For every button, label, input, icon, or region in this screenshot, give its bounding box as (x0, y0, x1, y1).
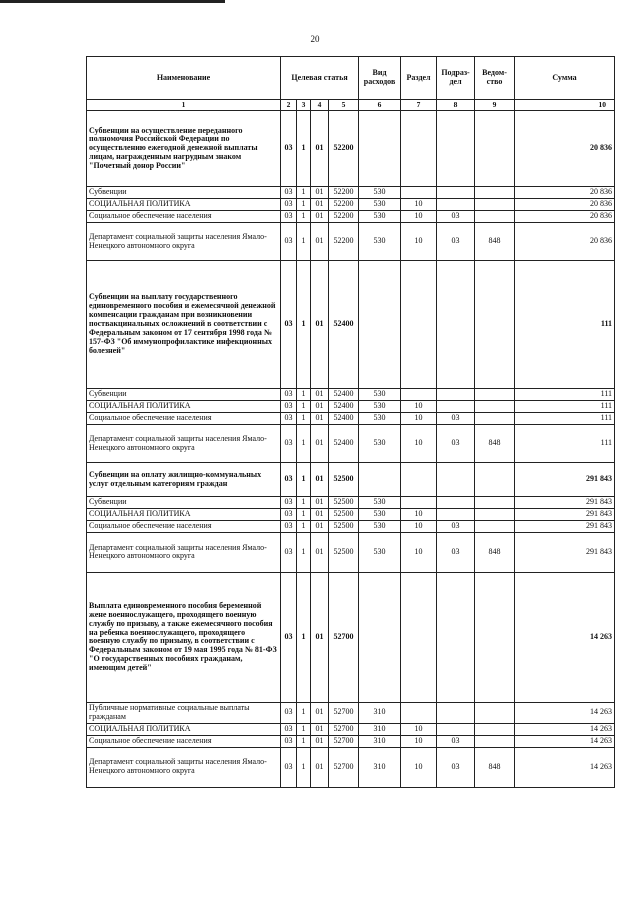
table-header-row (87, 57, 615, 100)
target-code-4: 52500 (329, 463, 359, 497)
row-name: Социальное обеспечение населения (87, 735, 281, 747)
department-code (475, 187, 515, 199)
target-code-1: 03 (281, 261, 297, 389)
target-code-4: 52200 (329, 199, 359, 211)
department-code (475, 401, 515, 413)
expense-type: 310 (359, 723, 401, 735)
target-code-2: 1 (297, 521, 311, 533)
department-code: 848 (475, 747, 515, 787)
subsection-code (437, 187, 475, 199)
subsection-code: 03 (437, 211, 475, 223)
target-code-2: 1 (297, 389, 311, 401)
subsection-code (437, 497, 475, 509)
target-code-1: 03 (281, 389, 297, 401)
target-code-3: 01 (311, 747, 329, 787)
expense-type (359, 261, 401, 389)
target-code-3: 01 (311, 532, 329, 572)
target-code-1: 03 (281, 463, 297, 497)
row-name: Субвенции на выплату государственного единовременного пособия и ежемесячной денежной компенсации гражданам при возникновении поствакцинальных осложнений в соответствии с Федеральным законом от 17 сентября 1998 года № 157-ФЗ "Об иммунопрофилактике инфекционных болезней" (87, 261, 281, 389)
top-rule (0, 0, 225, 3)
table-row (87, 211, 615, 223)
section-code (401, 187, 437, 199)
target-code-2: 1 (297, 211, 311, 223)
amount: 14 263 (515, 735, 615, 747)
target-code-1: 03 (281, 532, 297, 572)
target-code-2: 1 (297, 261, 311, 389)
target-code-4: 52400 (329, 261, 359, 389)
target-code-3: 01 (311, 497, 329, 509)
target-code-1: 03 (281, 211, 297, 223)
amount: 111 (515, 389, 615, 401)
amount: 20 836 (515, 187, 615, 199)
section-code: 10 (401, 509, 437, 521)
row-name: Департамент социальной защиты населения Ямало-Ненецкого автономного округа (87, 425, 281, 463)
subsection-code (437, 261, 475, 389)
section-code (401, 261, 437, 389)
column-number: 8 (437, 100, 475, 111)
target-code-4: 52200 (329, 211, 359, 223)
target-code-2: 1 (297, 723, 311, 735)
section-code (401, 572, 437, 702)
column-number: 5 (329, 100, 359, 111)
target-code-3: 01 (311, 723, 329, 735)
target-code-4: 52700 (329, 723, 359, 735)
row-name: Выплата единовременного пособия беременной жене военнослужащего, проходящего военную службу по призыву, а также ежемесячного пособия на ребенка военнослужащего, проходящего военную службу по призыву, в соответствии с Федеральным законом от 19 мая 1995 года № 81-ФЗ "О государственных пособиях гражданам, имеющим детей" (87, 572, 281, 702)
expense-type (359, 111, 401, 187)
department-code (475, 199, 515, 211)
row-name: Департамент социальной защиты населения Ямало-Ненецкого автономного округа (87, 747, 281, 787)
target-code-2: 1 (297, 413, 311, 425)
table-row (87, 532, 615, 572)
row-name: Департамент социальной защиты населения Ямало-Ненецкого автономного округа (87, 223, 281, 261)
target-code-3: 01 (311, 389, 329, 401)
section-code: 10 (401, 735, 437, 747)
target-code-4: 52400 (329, 401, 359, 413)
table-row (87, 413, 615, 425)
table-row (87, 389, 615, 401)
subsection-code: 03 (437, 521, 475, 533)
department-code (475, 211, 515, 223)
amount: 291 843 (515, 463, 615, 497)
subsection-code: 03 (437, 223, 475, 261)
target-code-1: 03 (281, 702, 297, 723)
table-row (87, 425, 615, 463)
target-code-3: 01 (311, 509, 329, 521)
target-code-2: 1 (297, 532, 311, 572)
row-name: Социальное обеспечение населения (87, 521, 281, 533)
department-code: 848 (475, 223, 515, 261)
subsection-code (437, 702, 475, 723)
target-code-3: 01 (311, 521, 329, 533)
table-row (87, 735, 615, 747)
column-number: 2 (281, 100, 297, 111)
row-name: Социальное обеспечение населения (87, 413, 281, 425)
section-code (401, 111, 437, 187)
section-code: 10 (401, 211, 437, 223)
table-row (87, 261, 615, 389)
target-code-2: 1 (297, 111, 311, 187)
header-target: Целевая статья (281, 57, 359, 100)
target-code-1: 03 (281, 509, 297, 521)
amount: 20 836 (515, 211, 615, 223)
amount: 111 (515, 425, 615, 463)
target-code-2: 1 (297, 497, 311, 509)
expense-type: 530 (359, 509, 401, 521)
section-code: 10 (401, 413, 437, 425)
row-name: Социальное обеспечение населения (87, 211, 281, 223)
section-code: 10 (401, 521, 437, 533)
expense-type: 530 (359, 413, 401, 425)
expense-type: 310 (359, 747, 401, 787)
budget-table (86, 56, 615, 788)
expense-type: 530 (359, 401, 401, 413)
subsection-code (437, 723, 475, 735)
target-code-3: 01 (311, 187, 329, 199)
section-code: 10 (401, 532, 437, 572)
target-code-4: 52500 (329, 532, 359, 572)
row-name: СОЦИАЛЬНАЯ ПОЛИТИКА (87, 401, 281, 413)
section-code (401, 497, 437, 509)
department-code (475, 413, 515, 425)
target-code-3: 01 (311, 702, 329, 723)
row-name: Субвенции на осуществление переданного полномочия Российской Федерации по осуществлению ежегодной денежной выплаты лицам, награжденным нагрудным знаком "Почетный донор России" (87, 111, 281, 187)
department-code (475, 111, 515, 187)
target-code-1: 03 (281, 111, 297, 187)
amount: 14 263 (515, 747, 615, 787)
subsection-code (437, 111, 475, 187)
section-code: 10 (401, 401, 437, 413)
expense-type (359, 463, 401, 497)
column-number-row (87, 100, 615, 111)
amount: 111 (515, 401, 615, 413)
target-code-2: 1 (297, 425, 311, 463)
expense-type: 530 (359, 389, 401, 401)
header-razdel: Раздел (401, 57, 437, 100)
row-name: СОЦИАЛЬНАЯ ПОЛИТИКА (87, 723, 281, 735)
target-code-3: 01 (311, 111, 329, 187)
department-code (475, 572, 515, 702)
expense-type: 530 (359, 223, 401, 261)
target-code-3: 01 (311, 199, 329, 211)
department-code (475, 261, 515, 389)
target-code-1: 03 (281, 187, 297, 199)
subsection-code (437, 389, 475, 401)
section-code (401, 702, 437, 723)
target-code-1: 03 (281, 401, 297, 413)
department-code (475, 723, 515, 735)
target-code-1: 03 (281, 425, 297, 463)
target-code-3: 01 (311, 211, 329, 223)
department-code: 848 (475, 532, 515, 572)
target-code-2: 1 (297, 199, 311, 211)
row-name: СОЦИАЛЬНАЯ ПОЛИТИКА (87, 199, 281, 211)
target-code-4: 52200 (329, 111, 359, 187)
target-code-2: 1 (297, 187, 311, 199)
table-row (87, 463, 615, 497)
target-code-3: 01 (311, 401, 329, 413)
target-code-4: 52400 (329, 389, 359, 401)
column-number: 9 (475, 100, 515, 111)
expense-type: 530 (359, 497, 401, 509)
target-code-3: 01 (311, 735, 329, 747)
target-code-3: 01 (311, 413, 329, 425)
header-podrazdel: Подраз-дел (437, 57, 475, 100)
subsection-code (437, 509, 475, 521)
table-row (87, 401, 615, 413)
table-row (87, 702, 615, 723)
section-code: 10 (401, 723, 437, 735)
section-code: 10 (401, 199, 437, 211)
target-code-4: 52200 (329, 187, 359, 199)
subsection-code (437, 401, 475, 413)
target-code-1: 03 (281, 747, 297, 787)
target-code-1: 03 (281, 735, 297, 747)
target-code-2: 1 (297, 702, 311, 723)
expense-type: 530 (359, 532, 401, 572)
subsection-code: 03 (437, 413, 475, 425)
expense-type: 530 (359, 211, 401, 223)
subsection-code: 03 (437, 747, 475, 787)
subsection-code: 03 (437, 735, 475, 747)
department-code (475, 389, 515, 401)
target-code-4: 52500 (329, 497, 359, 509)
target-code-3: 01 (311, 223, 329, 261)
target-code-2: 1 (297, 735, 311, 747)
department-code (475, 497, 515, 509)
table-row (87, 223, 615, 261)
table-row (87, 187, 615, 199)
amount: 14 263 (515, 702, 615, 723)
column-number: 1 (87, 100, 281, 111)
target-code-4: 52400 (329, 425, 359, 463)
expense-type: 310 (359, 735, 401, 747)
target-code-3: 01 (311, 463, 329, 497)
target-code-2: 1 (297, 223, 311, 261)
target-code-4: 52500 (329, 509, 359, 521)
target-code-3: 01 (311, 572, 329, 702)
target-code-4: 52700 (329, 702, 359, 723)
section-code (401, 389, 437, 401)
amount: 111 (515, 413, 615, 425)
table-row (87, 747, 615, 787)
header-vedomstvo: Ведом-ство (475, 57, 515, 100)
target-code-1: 03 (281, 521, 297, 533)
row-name: Субвенции (87, 497, 281, 509)
table-row (87, 497, 615, 509)
department-code (475, 735, 515, 747)
target-code-1: 03 (281, 223, 297, 261)
amount: 20 836 (515, 199, 615, 211)
row-name: Департамент социальной защиты населения Ямало-Ненецкого автономного округа (87, 532, 281, 572)
row-name: Публичные нормативные социальные выплаты гражданам (87, 702, 281, 723)
target-code-4: 52200 (329, 223, 359, 261)
department-code (475, 463, 515, 497)
expense-type: 530 (359, 199, 401, 211)
target-code-2: 1 (297, 509, 311, 521)
subsection-code (437, 572, 475, 702)
target-code-1: 03 (281, 497, 297, 509)
department-code (475, 521, 515, 533)
header-summa: Сумма (515, 57, 615, 100)
department-code (475, 509, 515, 521)
target-code-4: 52500 (329, 521, 359, 533)
column-number: 3 (297, 100, 311, 111)
section-code (401, 463, 437, 497)
amount: 291 843 (515, 509, 615, 521)
amount: 291 843 (515, 532, 615, 572)
target-code-1: 03 (281, 572, 297, 702)
subsection-code (437, 199, 475, 211)
header-vid: Вид расходов (359, 57, 401, 100)
expense-type (359, 572, 401, 702)
subsection-code: 03 (437, 425, 475, 463)
table-row (87, 723, 615, 735)
target-code-4: 52400 (329, 413, 359, 425)
header-name: Наименование (87, 57, 281, 100)
table-row (87, 572, 615, 702)
target-code-2: 1 (297, 572, 311, 702)
subsection-code: 03 (437, 532, 475, 572)
column-number: 10 (515, 100, 615, 111)
expense-type: 530 (359, 187, 401, 199)
target-code-1: 03 (281, 413, 297, 425)
department-code (475, 702, 515, 723)
amount: 14 263 (515, 572, 615, 702)
expense-type: 530 (359, 521, 401, 533)
row-name: Субвенции (87, 389, 281, 401)
department-code: 848 (475, 425, 515, 463)
column-number: 6 (359, 100, 401, 111)
column-number: 7 (401, 100, 437, 111)
target-code-2: 1 (297, 401, 311, 413)
amount: 291 843 (515, 521, 615, 533)
row-name: Субвенции на оплату жилищно-коммунальных услуг отдельным категориям граждан (87, 463, 281, 497)
amount: 20 836 (515, 223, 615, 261)
row-name: Субвенции (87, 187, 281, 199)
amount: 291 843 (515, 497, 615, 509)
table-row (87, 521, 615, 533)
amount: 111 (515, 261, 615, 389)
page-number: 20 (310, 34, 320, 44)
section-code: 10 (401, 425, 437, 463)
amount: 20 836 (515, 111, 615, 187)
table-row (87, 199, 615, 211)
table-body (87, 111, 615, 787)
table-row (87, 509, 615, 521)
target-code-2: 1 (297, 747, 311, 787)
section-code: 10 (401, 747, 437, 787)
target-code-4: 52700 (329, 572, 359, 702)
expense-type: 310 (359, 702, 401, 723)
target-code-4: 52700 (329, 747, 359, 787)
section-code: 10 (401, 223, 437, 261)
expense-type: 530 (359, 425, 401, 463)
column-number: 4 (311, 100, 329, 111)
target-code-2: 1 (297, 463, 311, 497)
target-code-3: 01 (311, 261, 329, 389)
target-code-3: 01 (311, 425, 329, 463)
table-row (87, 111, 615, 187)
subsection-code (437, 463, 475, 497)
target-code-1: 03 (281, 723, 297, 735)
target-code-4: 52700 (329, 735, 359, 747)
target-code-1: 03 (281, 199, 297, 211)
row-name: СОЦИАЛЬНАЯ ПОЛИТИКА (87, 509, 281, 521)
amount: 14 263 (515, 723, 615, 735)
